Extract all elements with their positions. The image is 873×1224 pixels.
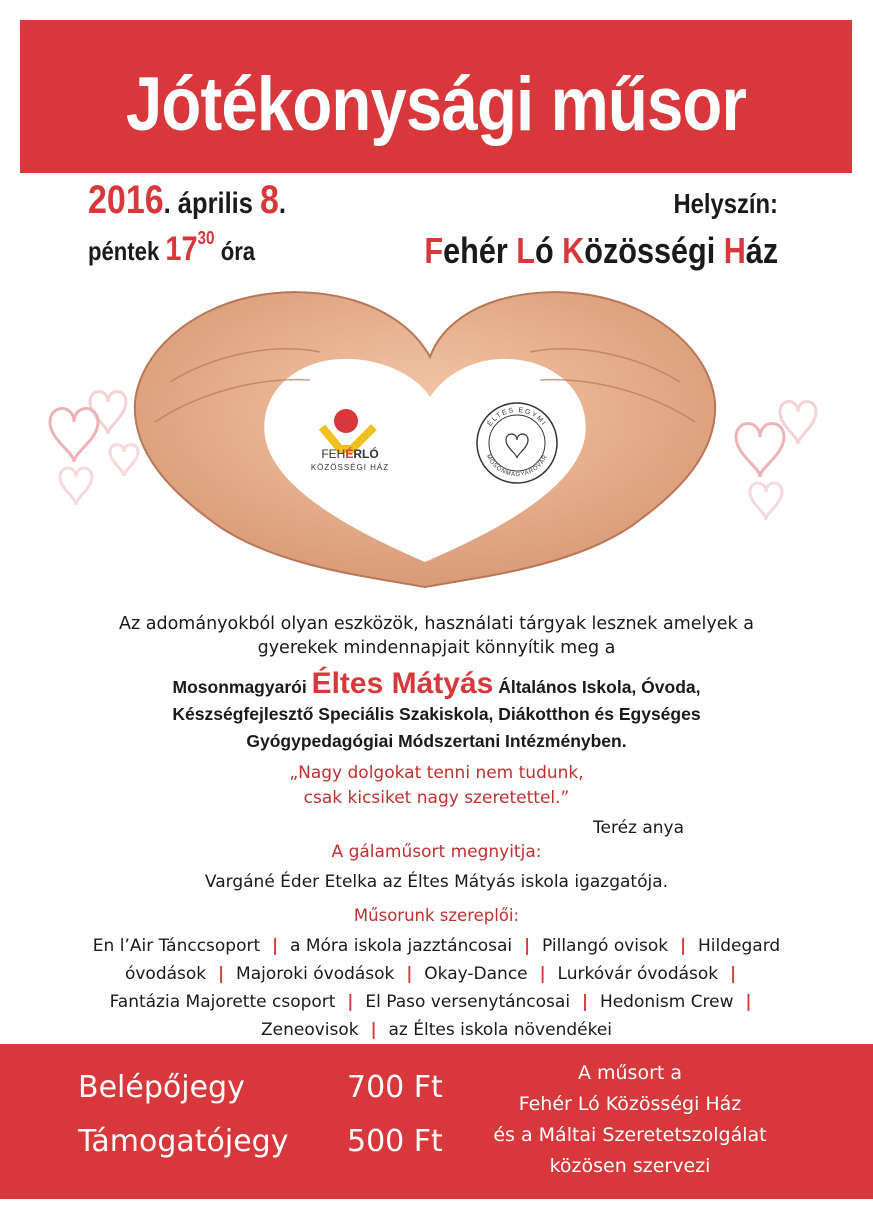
venue-initial: K: [562, 230, 585, 271]
venue-initial: H: [723, 230, 746, 271]
performer-name: Fantázia Majorette csoport: [109, 992, 336, 1012]
eltes-egymi-logo-icon: [474, 400, 560, 486]
right-hearts-decoration: [736, 402, 816, 521]
ticket-support-price: 500 Ft: [347, 1124, 443, 1159]
heart-hands-illustration: [20, 262, 852, 602]
performer-name: Lurkóvár óvodások: [557, 964, 719, 984]
ticket-entry-price: 700 Ft: [347, 1070, 443, 1105]
logo-brand-part: FEH: [321, 447, 346, 461]
performer-name: Zeneovisok: [260, 1020, 359, 1040]
logo-brand-part: É: [345, 447, 354, 461]
event-minutes: 30: [197, 228, 215, 248]
performers-list: [40, 932, 833, 1044]
performer-name: El Paso versenytáncosai: [365, 992, 571, 1012]
performer-separator: |: [335, 992, 366, 1012]
logo-brand-part: RLÓ: [353, 447, 379, 461]
performers-line: [40, 1016, 833, 1044]
event-date: [88, 178, 286, 223]
intro-paragraph: [40, 612, 833, 660]
organizers-line: A műsort a: [577, 1062, 683, 1084]
performer-separator: |: [718, 964, 749, 984]
logo-arc-bottom: MOSONMAGYARÓVÁR: [484, 453, 550, 479]
event-weekday: péntek: [88, 236, 166, 266]
performer-name: Hildegard: [698, 936, 781, 956]
performer-name: Pillangó ovisok: [542, 936, 669, 956]
organizers-line: közösen szervezi: [549, 1155, 711, 1177]
performer-separator: |: [668, 936, 699, 956]
feherlo-logo-text: [300, 448, 400, 474]
performers-line: [40, 932, 833, 960]
intro-line: Az adományokból olyan eszközök, használati tárgyak lesznek amelyek a: [119, 614, 754, 634]
venue-word: özösségi: [584, 230, 724, 271]
performer-separator: |: [733, 992, 764, 1012]
quote-line: csak kicsiket nagy szeretettel.”: [303, 788, 570, 808]
ticket-entry-label: Belépőjegy: [78, 1070, 245, 1105]
intro-line: gyerekek mindennapjait könnyítik meg a: [257, 638, 616, 658]
performer-name: óvodások: [124, 964, 207, 984]
performer-separator: |: [512, 936, 542, 956]
event-hour: 17: [165, 230, 198, 268]
quote: [40, 761, 833, 811]
performer-separator: |: [260, 936, 291, 956]
performer-name: a Móra iskola jazztáncosai: [290, 936, 513, 956]
venue-word: ó: [534, 230, 563, 271]
quote-author: Teréz anya: [593, 818, 685, 838]
left-hearts-decoration: [50, 392, 138, 506]
performer-separator: |: [570, 992, 600, 1012]
performer-separator: |: [358, 1020, 389, 1040]
school-paragraph: [40, 667, 833, 755]
logo-brand-sub: KÖZÖSSÉGI HÁZ: [310, 463, 390, 472]
event-day-suffix: .: [278, 187, 287, 220]
performer-separator: |: [394, 964, 425, 984]
school-name: Éltes Mátyás: [311, 667, 494, 700]
school-type: Általános Iskola, Óvoda,: [493, 677, 701, 697]
performers-line: [40, 988, 833, 1016]
opening-label: A gálaműsort megnyitja:: [331, 842, 542, 862]
event-year: 2016: [88, 178, 164, 222]
logo-arc-top: ÉLTES EGYMI: [486, 406, 548, 428]
performer-name: Okay-Dance: [424, 964, 528, 984]
venue-word: ehér: [442, 230, 517, 271]
opening-text: Vargáné Éder Etelka az Éltes Mátyás iskola igazgatója.: [204, 872, 669, 892]
school-line: Gyógypedagógiai Módszertani Intézményben.: [246, 731, 627, 751]
performers-line: [40, 960, 833, 988]
venue-label: Helyszín:: [673, 188, 778, 219]
organizers-line: és a Máltai Szeretetszolgálat: [493, 1124, 767, 1146]
event-month: . április: [163, 187, 261, 220]
school-line: [40, 667, 833, 701]
event-time-suffix: óra: [214, 236, 256, 266]
performer-separator: |: [206, 964, 237, 984]
venue-initial: L: [516, 230, 535, 271]
quote-line: „Nagy dolgokat tenni nem tudunk,: [289, 763, 584, 783]
performer-name: En l’Air Tánccsoport: [92, 936, 261, 956]
organizers-line: Fehér Ló Közösségi Ház: [518, 1093, 742, 1115]
performers-label: Műsorunk szereplői:: [353, 906, 520, 925]
venue-word: áz: [745, 230, 778, 271]
ticket-support-label: Támogatójegy: [78, 1124, 289, 1159]
performer-name: az Éltes iskola növendékei: [388, 1020, 613, 1040]
performer-separator: |: [527, 964, 558, 984]
performer-name: Hedonism Crew: [599, 992, 734, 1012]
venue-initial: F: [424, 230, 443, 271]
organizers: [470, 1058, 790, 1182]
page-title: Jótékonysági műsor: [125, 62, 747, 147]
school-city: Mosonmagyarói: [172, 677, 312, 697]
school-line: Készségfejlesztő Speciális Szakiskola, Diákotthon és Egységes: [172, 704, 701, 724]
event-day: 8: [260, 178, 279, 222]
performer-name: Majoroki óvodások: [236, 964, 395, 984]
